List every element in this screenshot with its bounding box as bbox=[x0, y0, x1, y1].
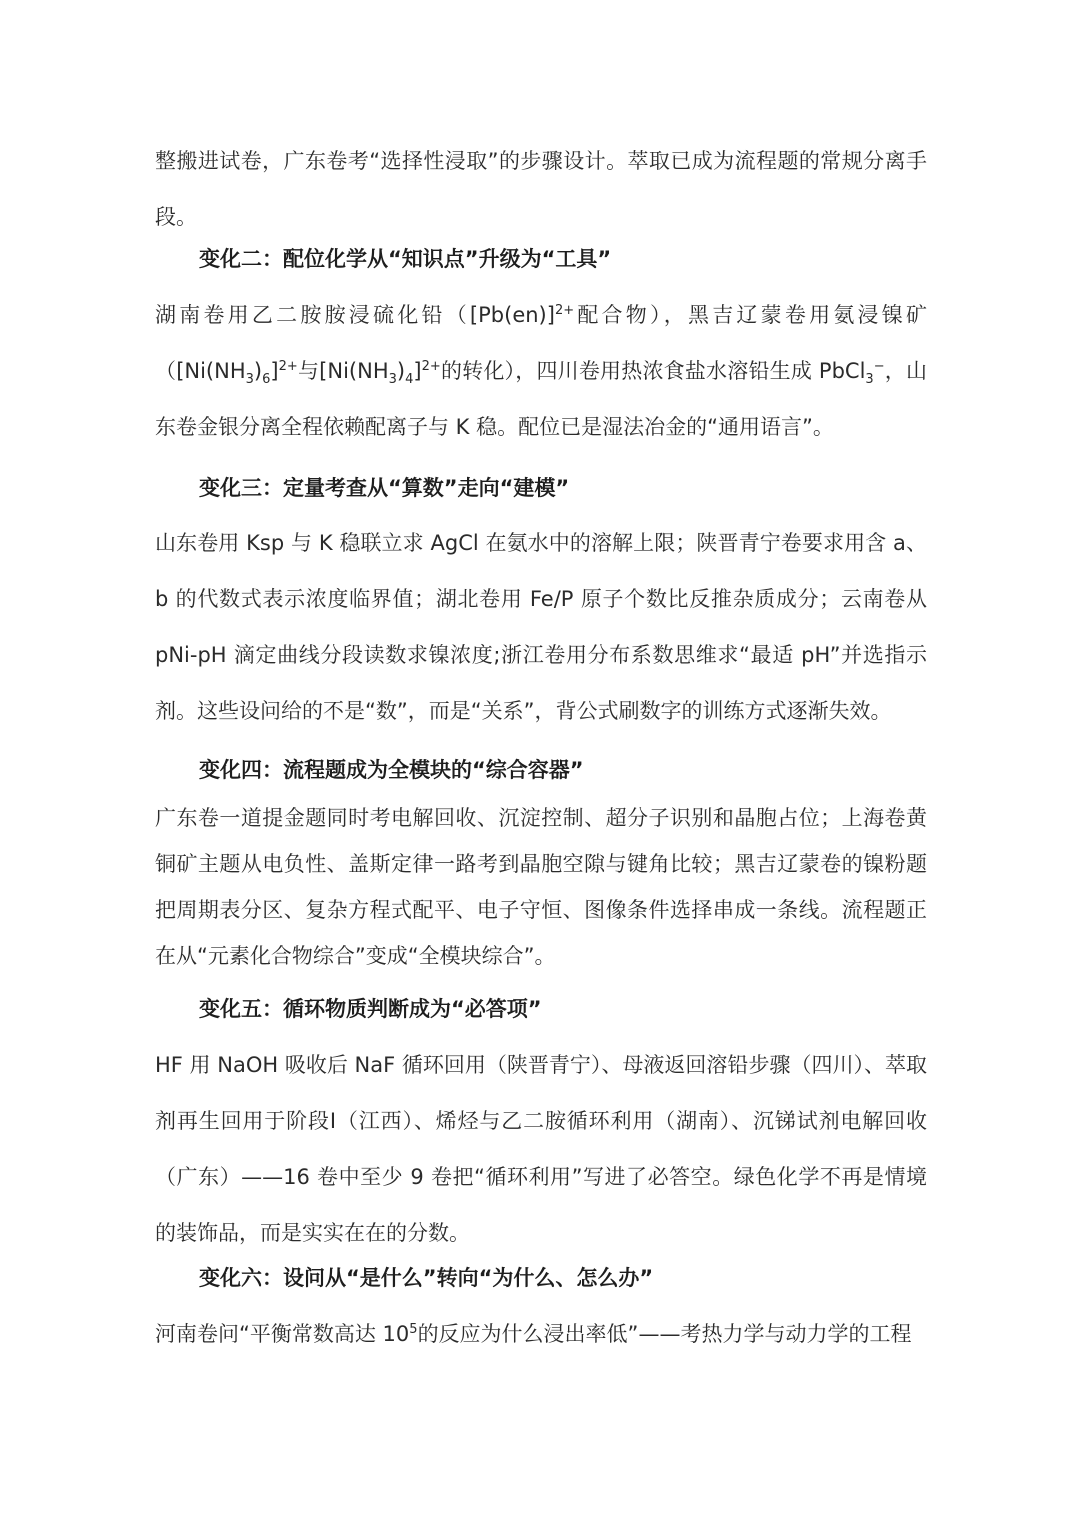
paragraph-recycling: HF 用 NaOH 吸收后 NaF 循环回用（陕晋青宁）、母液返回溶铅步骤（四川）、萃取剂再生回用于阶段Ⅰ（江西）、烯烃与乙二胺循环利用（湖南）、沉锑试剂电解回收（广东）——16 卷中至少 9 卷把“循环利用”写进了必答空。绿色化学不再是情境的装饰品，而是实实在在的分数。 bbox=[155, 1053, 927, 1245]
document-page bbox=[155, 0, 927, 1527]
heading-change-2: 变化二：配位化学从“知识点”升级为“工具” bbox=[199, 247, 612, 271]
paragraph-extraction: 整搬进试卷，广东卷考“选择性浸取”的步骤设计。萃取已成为流程题的常规分离手段。 bbox=[155, 149, 927, 229]
heading-change-4: 变化四：流程题成为全模块的“综合容器” bbox=[199, 758, 584, 782]
paragraph-why-how: 河南卷问“平衡常数高达 $10^5$的反应为什么浸出率低”——考热力学与动力学的工程 bbox=[155, 1322, 912, 1346]
heading-change-5: 变化五：循环物质判断成为“必答项” bbox=[199, 997, 542, 1021]
heading-change-3: 变化三：定量考查从“算数”走向“建模” bbox=[199, 476, 570, 500]
paragraph-coordination: 湖南卷用乙二胺胺浸硫化铅（$[Pb(en)]^{2+}$配合物），黑吉辽蒙卷用氨浸镍矿（$[Ni(NH_3)_6]^{2+}$与$[Ni(NH_3)_4]^{2+}$的转化），四川卷用热浓食盐水溶铅生成 PbCl$_3$−，山东卷金银分离全程依赖配离子与 K 稳。配位已是湿法冶金的“通用语言”。 bbox=[155, 303, 927, 439]
paragraph-quantitative: 山东卷用 Ksp 与 K 稳联立求 AgCl 在氨水中的溶解上限；陕晋青宁卷要求用含 a、b 的代数式表示浓度临界值；湖北卷用 Fe/P 原子个数比反推杂质成分；云南卷从 pNi-pH 滴定曲线分段读数求镍浓度;浙江卷用分布系数思维求“最适 pH”并选指示剂。这些设问给的不是“数”，而是“关系”，背公式刷数字的训练方式逐渐失效。 bbox=[155, 531, 927, 723]
heading-change-6: 变化六：设问从“是什么”转向“为什么、怎么办” bbox=[199, 1266, 654, 1290]
paragraph-process-question: 广东卷一道提金题同时考电解回收、沉淀控制、超分子识别和晶胞占位；上海卷黄铜矿主题从电负性、盖斯定律一路考到晶胞空隙与键角比较；黑吉辽蒙卷的镍粉题把周期表分区、复杂方程式配平、电子守恒、图像条件选择串成一条线。流程题正在从“元素化合物综合”变成“全模块综合”。 bbox=[155, 806, 927, 968]
